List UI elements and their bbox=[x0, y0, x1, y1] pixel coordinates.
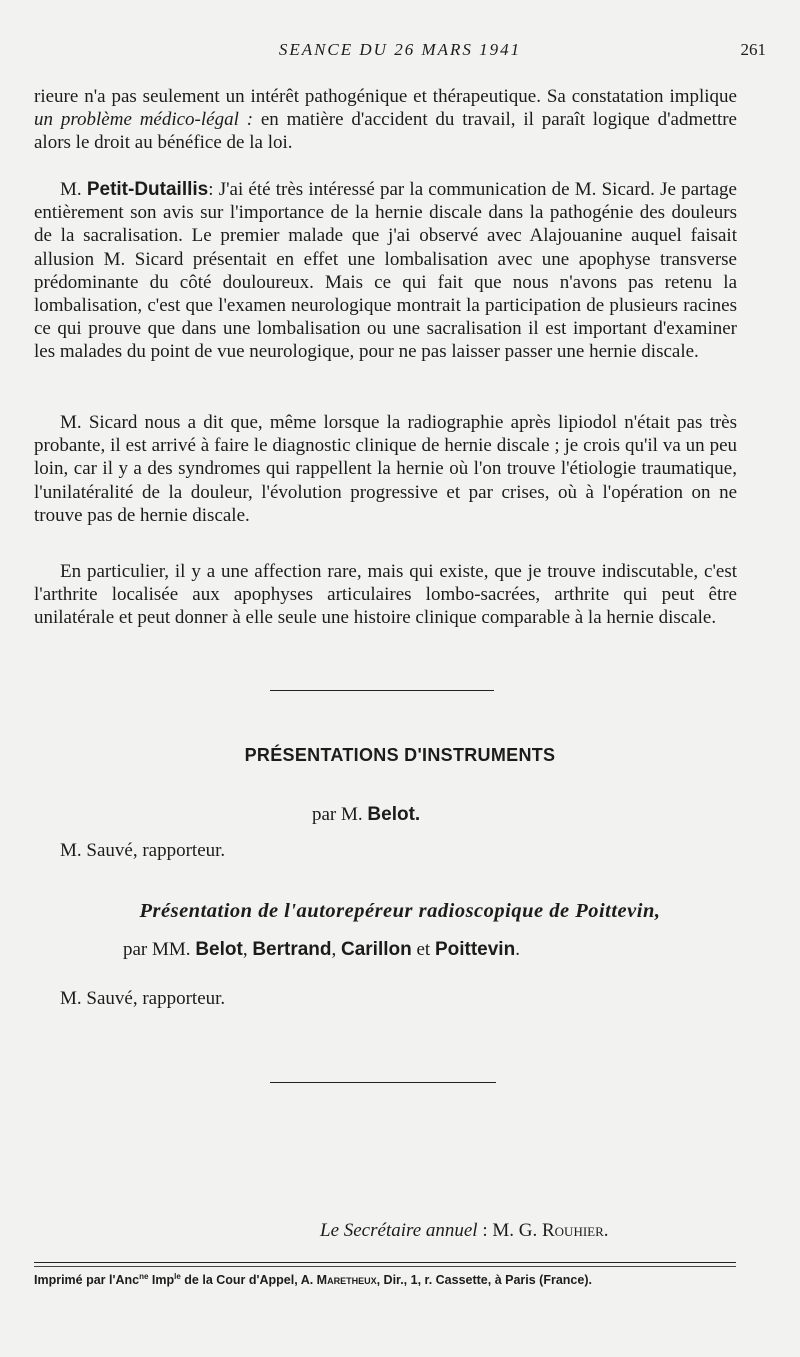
footer-rule bbox=[34, 1262, 736, 1263]
author-bertrand: Bertrand bbox=[252, 939, 332, 960]
author-poittevin: Poittevin bbox=[434, 939, 516, 960]
authors-sep-3: et bbox=[411, 939, 435, 960]
imprint-text-1: Imprimé par l'Anc bbox=[34, 1273, 140, 1288]
speaker-prefix: M. bbox=[60, 179, 87, 200]
signature-prefix: : M. G. bbox=[477, 1220, 542, 1241]
paragraph-1 bbox=[34, 85, 737, 155]
paragraph-3-text: M. Sicard nous a dit que, même lorsque la radiographie après lipiodol n'était pas très probante, il est arrivé à faire le diagnostic clinique de hernie discale ; je crois qu'il va un peu loin, car il y a des syndromes qui rappellent la hernie où l'on trouve l'étiologie traumatique, l'unilatéralité de la douleur, l'évolution progressive et par crises, où à l'opération on ne trouve pas de hernie discale. bbox=[34, 412, 737, 526]
byline-prefix: par M. bbox=[312, 804, 368, 825]
paragraph-3 bbox=[34, 411, 737, 527]
paragraph-1-text-b: en matière d'accident du travail, il paraît logique d'admettre alors le droit au bénéfice de la loi. bbox=[34, 109, 737, 154]
rapporteur-2: M. Sauvé, rapporteur. bbox=[60, 988, 226, 1009]
section-byline bbox=[312, 804, 420, 826]
author-belot: Belot bbox=[195, 939, 243, 960]
paragraph-2-text: : J'ai été très intéressé par la communication de M. Sicard. Je partage entièrement son avis sur l'importance de la hernie discale dans la pathogénie des douleurs de la sacralisation. Le premier malade que j'ai observé avec Alajouanine auquel faisait allusion M. Sicard présentait en effet une lombalisation avec une apophyse transverse prédominante du côté douloureux. Mais ce qui fait que nous n'avons pas retenu la lombalisation, c'est que l'examen neurologique montrait la participation de plusieurs racines ce qui prouve que dans une lombalisation ou une sacralisation il est important d'examiner les malades du point de vue neurologique, pour ne pas laisser passer une hernie discale. bbox=[34, 179, 737, 363]
signature-role: Le Secrétaire annuel bbox=[320, 1220, 478, 1241]
page-header bbox=[34, 40, 766, 64]
paragraph-4 bbox=[34, 560, 737, 630]
imprint-text-3: de la Cour d'Appel, A. bbox=[180, 1273, 317, 1288]
section-title: PRÉSENTATIONS D'INSTRUMENTS bbox=[244, 745, 556, 765]
imprint-text-2: Imp bbox=[148, 1273, 175, 1288]
authors-sep-1: , bbox=[242, 939, 253, 960]
rapporteur-1: M. Sauvé, rapporteur. bbox=[60, 840, 226, 861]
imprint-sup-2: le bbox=[174, 1272, 181, 1281]
imprint-printer: Maretheux bbox=[316, 1273, 377, 1288]
signature bbox=[320, 1220, 609, 1242]
running-title: SEANCE DU 26 MARS 1941 bbox=[278, 40, 522, 59]
authors-prefix: par MM. bbox=[123, 939, 196, 960]
author-carillon: Carillon bbox=[341, 939, 412, 960]
presentation-title: Présentation de l'autorepéreur radioscopique de Poittevin, bbox=[139, 900, 661, 922]
paragraph-4-text: En particulier, il y a une affection rare, mais qui existe, que je trouve indiscutable, c'est l'arthrite localisée aux apophyses articulaires lombo-sacrées, arthrite qui peut être unilatérale et peut donner à elle seule une histoire clinique comparable à la hernie discale. bbox=[34, 561, 737, 629]
footer-rule-secondary bbox=[34, 1266, 736, 1267]
byline-author: Belot. bbox=[367, 804, 421, 825]
paragraph-1-emphasis: un problème médico-légal : bbox=[34, 109, 254, 131]
section-divider-top bbox=[270, 690, 494, 691]
imprint-text-4: , Dir., 1, r. Cassette, à Paris (France). bbox=[376, 1273, 592, 1288]
presentation-authors bbox=[123, 939, 520, 961]
page-number: 261 bbox=[740, 40, 766, 59]
section-divider-bottom bbox=[270, 1082, 496, 1083]
authors-end: . bbox=[515, 939, 520, 960]
signature-name: Rouhier. bbox=[542, 1220, 609, 1241]
authors-sep-2: , bbox=[331, 939, 341, 960]
printer-imprint bbox=[34, 1272, 736, 1287]
speaker-name: Petit-Dutaillis bbox=[86, 179, 209, 200]
paragraph-1-text-a: rieure n'a pas seulement un intérêt pathogénique et thérapeutique. Sa constatation implique bbox=[34, 86, 737, 107]
imprint-sup-1: ne bbox=[139, 1272, 149, 1281]
paragraph-2 bbox=[34, 178, 737, 364]
